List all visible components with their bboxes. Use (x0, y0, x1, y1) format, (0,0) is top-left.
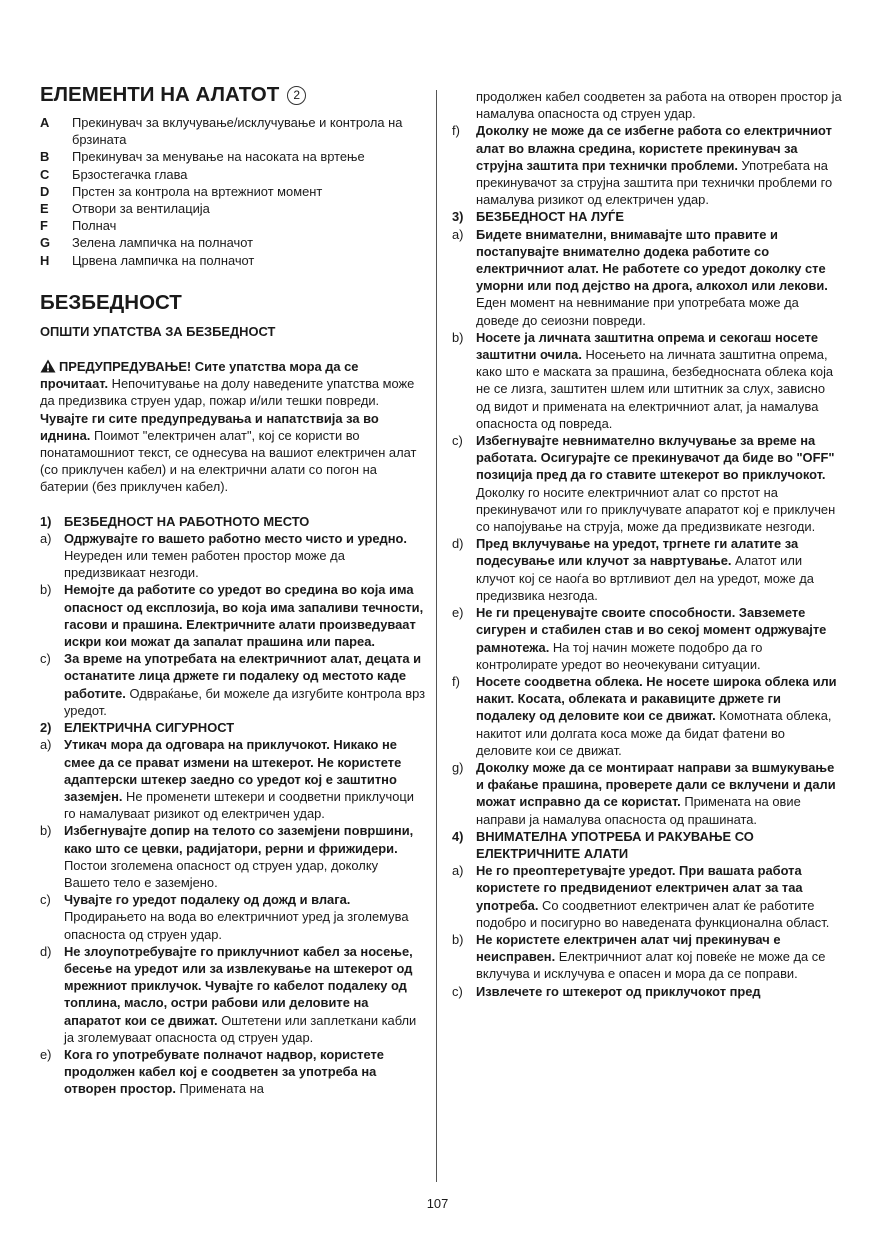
list-item: d) Не злоупотребувајте го приклучниот кабел за носење, бесење на уредот или за извлекување на штекерот од мрежниот приклучок. Чувајте го кабелот подалеку од топлина, масло, остри рабови или деловите на апаратот кои се движат. Оштетени или заплеткани кабли ја зголемуваат опасноста од струен удар. (40, 943, 417, 1045)
list-item: c) За време на употребата на електричниот алат, децата и останатите лица држете ги подалеку од местото каде работите. Одвраќање, би можеле да изгубите контрола врз уредот. (40, 651, 426, 718)
list-item: e) Кога го употребувате полначот надвор, користете продолжен кабел кој е соодветен за употреба на отворен простор. Примената на (40, 1046, 384, 1097)
list-item: D Прстен за контрола на вртежниот момент (40, 183, 323, 199)
section-heading: 1) БЕЗБЕДНОСТ НА РАБОТНОТО МЕСТО (40, 513, 310, 529)
list-item: c) Чувајте го уредот подалеку од дожд и влага. Продирањето на вода во електричниот уред ја зголемува опасноста од струен удар. (40, 892, 409, 942)
list-item: G Зелена лампичка на полначот (40, 235, 253, 251)
list-item: B Прекинувач за менување на насоката на вртење (40, 149, 365, 165)
safety-subtitle: ОПШТИ УПАТСТВА ЗА БЕЗБЕДНОСТ (40, 323, 276, 339)
list-item: a) Не го преоптеретувајте уредот. При вашата работа користете го предвидениот електричен алат за таа употреба. Со соодветниот електричен алат ќе работите подобро и посигурно во наведената функционална област. (452, 863, 830, 930)
list-item: F Полнач (40, 218, 117, 234)
elements-list (40, 114, 426, 269)
list-item: b) Избегнувајте допир на телото со заземјени површини, како што се цевки, радијатори, рерни и фрижидери. Постои зголемена опасност од струен удар, доколку Вашето тело е заземјено. (40, 823, 414, 890)
list-item: f) Носете соодветна облека. Не носете широка облека или накит. Косата, облеката и ракавиците држете ги подалеку од деловите кои се движат. Комотната облека, накитот или долгата коса може да бидат фатени во деловите кои се движат. (452, 673, 837, 758)
section-heading: 2) ЕЛЕКТРИЧНА СИГУРНОСТ (40, 720, 235, 736)
column-divider (436, 90, 437, 1182)
section-heading: 4) ВНИМАТЕЛНА УПОТРЕБА И РАКУВАЊЕ СО ЕЛЕКТРИЧНИТЕ АЛАТИ (452, 828, 754, 861)
list-item: A Прекинувач за вклучување/исклучување и контрола на брзината (40, 115, 403, 148)
section-heading: 3) БЕЗБЕДНОСТ НА ЛУЃЕ (452, 209, 624, 225)
elements-title: ЕЛЕМЕНТИ НА АЛАТОТ (40, 83, 280, 106)
figure-ref-badge: 2 (287, 86, 306, 105)
continued-text: продолжен кабел соодветен за работа на отворен простор ја намалува опасноста од струен удар. (476, 89, 842, 122)
list-item: a) Одржувајте го вашето работно место чисто и уредно. Неуреден или темен работен простор може да предизвикаат незгоди. (40, 530, 407, 581)
list-item: g) Доколку може да се монтираат направи за вшмукување и фаќање прашина, проверете дали се вклучени и дали можат исправно да се користат. Примената на овие направи ја намалува опасноста од прашината. (452, 759, 836, 827)
list-item: b) Носете ја личната заштитна опрема и секогаш носете заштитни очила. Носењето на личната заштитна опрема, како што е маската за прашина, безбедносната облека која не се лизга, заштитен шлем или штитник за слух, зависно од видот и примената на електричниот алат, ја намалува опасноста од повреда. (452, 329, 834, 431)
list-item: a) Бидете внимателни, внимавајте што правите и постапувајте внимателно додека работите со електричниот алат. Не работете со уредот доколку сте уморни или под дејство на дрога, алкохол или лекови. Еден момент на невнимание при употребата може да доведе до сеиозни повреди. (452, 226, 828, 328)
list-item: a) Утикач мора да одговара на приклучокот. Никако не смее да се прават измени на штекерот. Не користете адаптерски штекер заедно со уредот кој е заштитно заземјен. Не променети штекери и соодветни приклучоци го намалуваат ризикот од електричен удар. (40, 737, 414, 822)
list-item: b) Немојте да работите со уредот во средина во која има опасност од експлозија, во која има запаливи течности, гасови и прашина. Електричните алати произведуваат искри кои можат да запалат прашина или пареа. (40, 582, 424, 650)
right-column (452, 88, 842, 1000)
warning-paragraph: ПРЕДУПРЕДУВАЊЕ! Сите упатства мора да се прочитаат. Непочитување на долу наведените упатства може да предизвика струен удар, пожар и/или тешки повреди. Чувајте ги сите предупредувања и напатствија за во иднина. Поимот "електричен алат", кој се користи во понатамошниот текст, се однесува на вашиот електричен алат (со приклучен кабел) и на електрични алати со погон на батерии (без приклучен кабел). (40, 359, 417, 495)
list-item: b) Не користете електричен алат чиј прекинувач е неисправен. Електричниот алат кој повеќе не може да се вклучува и исклучува е опасен и мора да се поправи. (452, 931, 826, 982)
list-item: f) Доколку не може да се избегне работа со електричниот алат во влажна средина, користете прекинувач за струјна заштита при технички проблеми. Употребата на прекинувачот за струјна заштита при технички проблеми го намалува ризикот од електричен удар. (452, 123, 833, 208)
list-item: c) Извлечете го штекерот од приклучокот пред (452, 983, 761, 999)
list-item: C Брзостегачка глава (40, 166, 188, 182)
page-number: 107 (426, 1196, 449, 1211)
left-column (40, 82, 426, 1098)
list-item: c) Избегнувајте невнимателно вклучување за време на работата. Осигурајте се прекинувачот да биде во "OFF" позиција пред да го ставите штекерот во приклучокот. Доколку го носите електричниот алат со прстот на прекинувачот или го приклучувате апаратот кој е приклучен со напојување на струја, може да предизвикате незгоди. (452, 433, 836, 535)
warning-icon (40, 359, 56, 373)
list-item: d) Пред вклучување на уредот, тргнете ги алатите за подесување или клучот за навртување. Алатот или клучот кој се наоѓа во вртливиот дел на уредот, може да предизвика незгода. (452, 536, 814, 603)
elements-heading (40, 82, 426, 108)
list-item: H Црвена лампичка на полначот (40, 252, 255, 268)
safety-heading: БЕЗБЕДНОСТ (40, 290, 182, 314)
list-item: e) Не ги преценувајте своите способности. Завземете сигурен и стабилен став и во секој момент одржувајте рамнотежа. На тој начин можете подобро да го контролирате уредот во неочекувани ситуации. (452, 605, 827, 672)
list-item: E Отвори за вентилација (40, 201, 210, 217)
